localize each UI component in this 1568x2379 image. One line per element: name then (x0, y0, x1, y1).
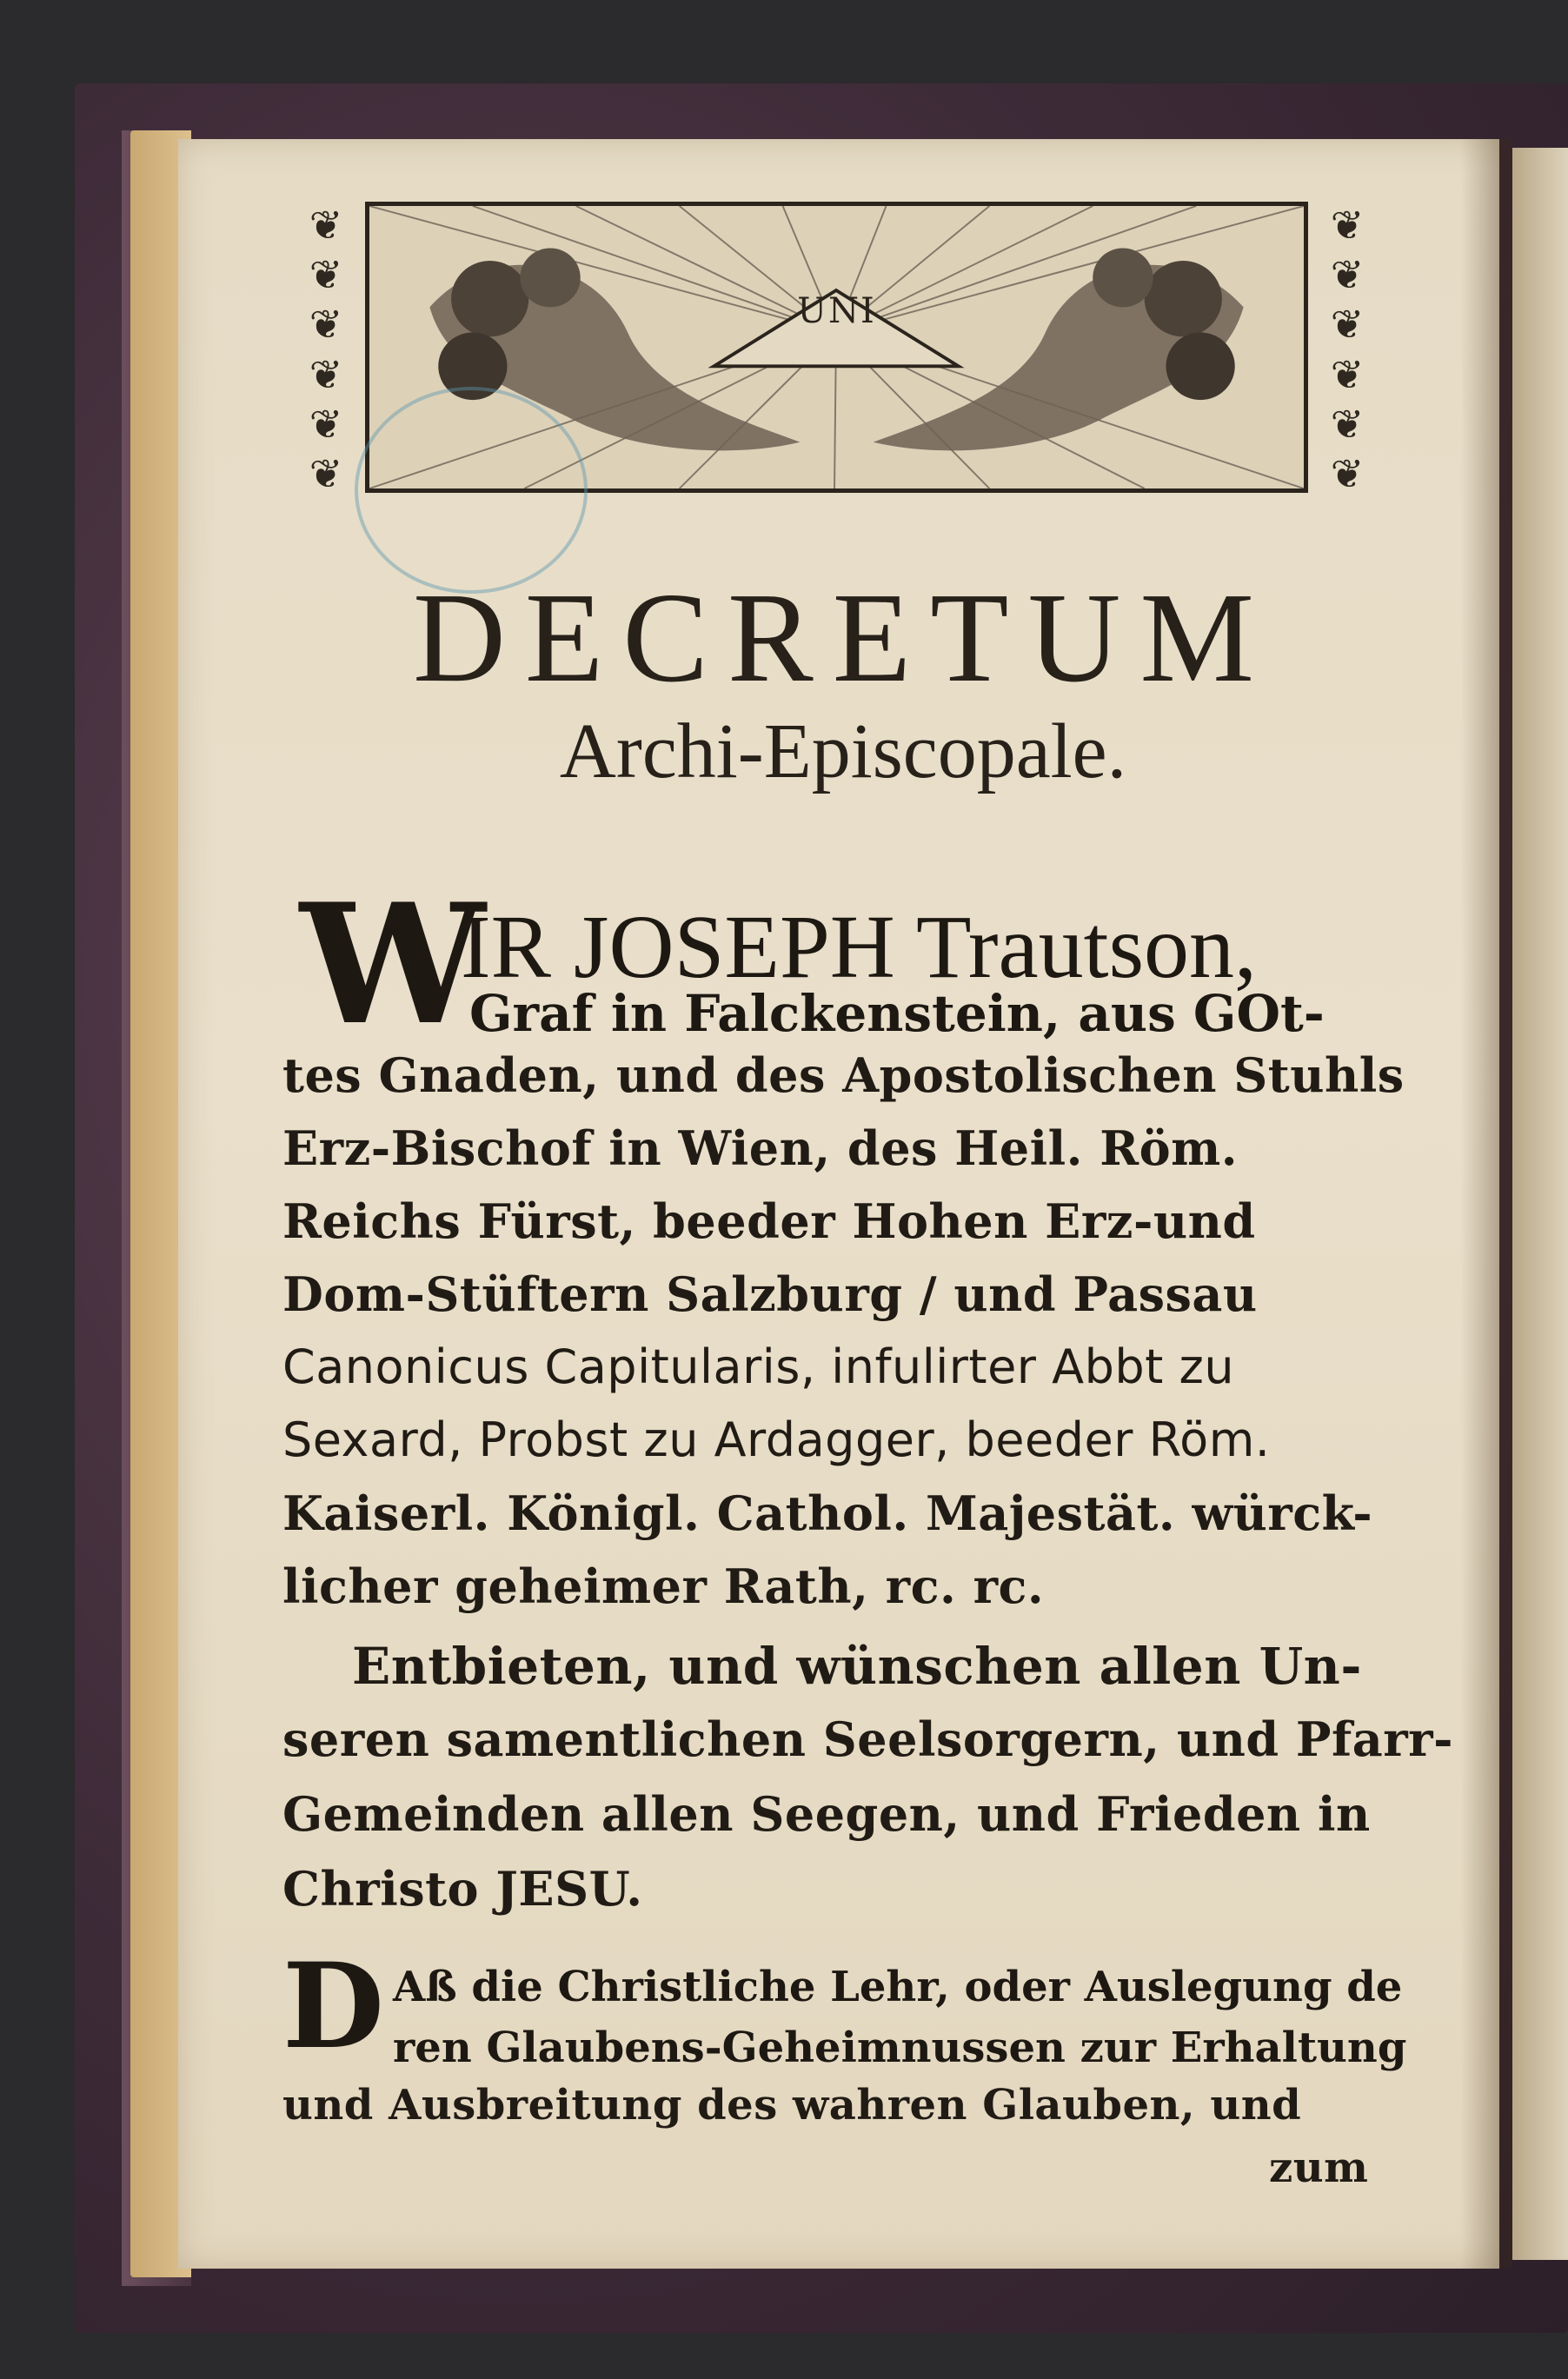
library-stamp-icon (355, 387, 588, 594)
page-title: DECRETUM (413, 567, 1273, 709)
fleuron-icon: ❦ (309, 301, 343, 349)
facing-page-edge (1512, 148, 1568, 2260)
page-subtitle: Archi-Episcopale. (559, 708, 1127, 794)
drop-initial-d: D (282, 1937, 385, 2075)
fleuron-icon: ❦ (309, 350, 343, 398)
text-line: und Ausbreitung des wahren Glauben, und (282, 2081, 1302, 2130)
fleuron-icon: ❦ (309, 251, 343, 299)
text-line: Christo JESU. (282, 1861, 643, 1917)
text-line: Erz-Bischof in Wien, des Heil. Röm. (282, 1120, 1239, 1176)
text-line: Gemeinden allen Seegen, und Frieden in (282, 1786, 1371, 1842)
text-line: licher geheimer Rath, rc. rc. (282, 1558, 1045, 1614)
fleuron-icon: ❦ (1330, 350, 1365, 398)
fleuron-icon: ❦ (309, 400, 343, 448)
body-first-line: Aß die Christliche Lehr, oder Auslegung de (393, 1963, 1403, 2011)
text-line: Sexard, Probst zu Ardagger, beeder Röm. (282, 1412, 1271, 1467)
intro-second-line: Graf in Falckenstein, aus GOt- (469, 984, 1325, 1043)
text-line: Dom-Stüftern Salzburg / und Passau (282, 1266, 1258, 1322)
text-line: Entbieten, und wünschen allen Un- (352, 1637, 1362, 1696)
fleuron-icon: ❦ (1330, 251, 1365, 299)
triangle-inscription: UNI (797, 291, 876, 331)
fleuron-icon: ❦ (1330, 400, 1365, 448)
text-line: Kaiserl. Königl. Cathol. Majestät. würck- (282, 1485, 1373, 1541)
fleuron-icon: ❦ (1330, 449, 1365, 497)
intro-first-line: IR JOSEPH Trautson, (461, 897, 1258, 997)
gutter-shadow (1460, 139, 1512, 2269)
fleuron-icon: ❦ (1330, 202, 1365, 249)
fleuron-icon: ❦ (309, 449, 343, 497)
left-ornament-column (300, 202, 352, 497)
fleuron-icon: ❦ (309, 202, 343, 249)
drop-initial-w: W (300, 867, 486, 1061)
text-line: seren samentlichen Seelsorgern, und Pfarr- (282, 1711, 1454, 1767)
text-line: tes Gnaden, und des Apostolischen Stuhls (282, 1047, 1405, 1103)
body-second-line: ren Glaubens-Geheimnussen zur Erhaltung (393, 2023, 1407, 2072)
text-line: Reichs Fürst, beeder Hohen Erz-und (282, 1193, 1256, 1249)
right-ornament-column (1321, 202, 1373, 497)
text-line: Canonicus Capitularis, infulirter Abbt zu (282, 1339, 1235, 1394)
fleuron-icon: ❦ (1330, 301, 1365, 349)
catchword: zum (1269, 2143, 1369, 2192)
